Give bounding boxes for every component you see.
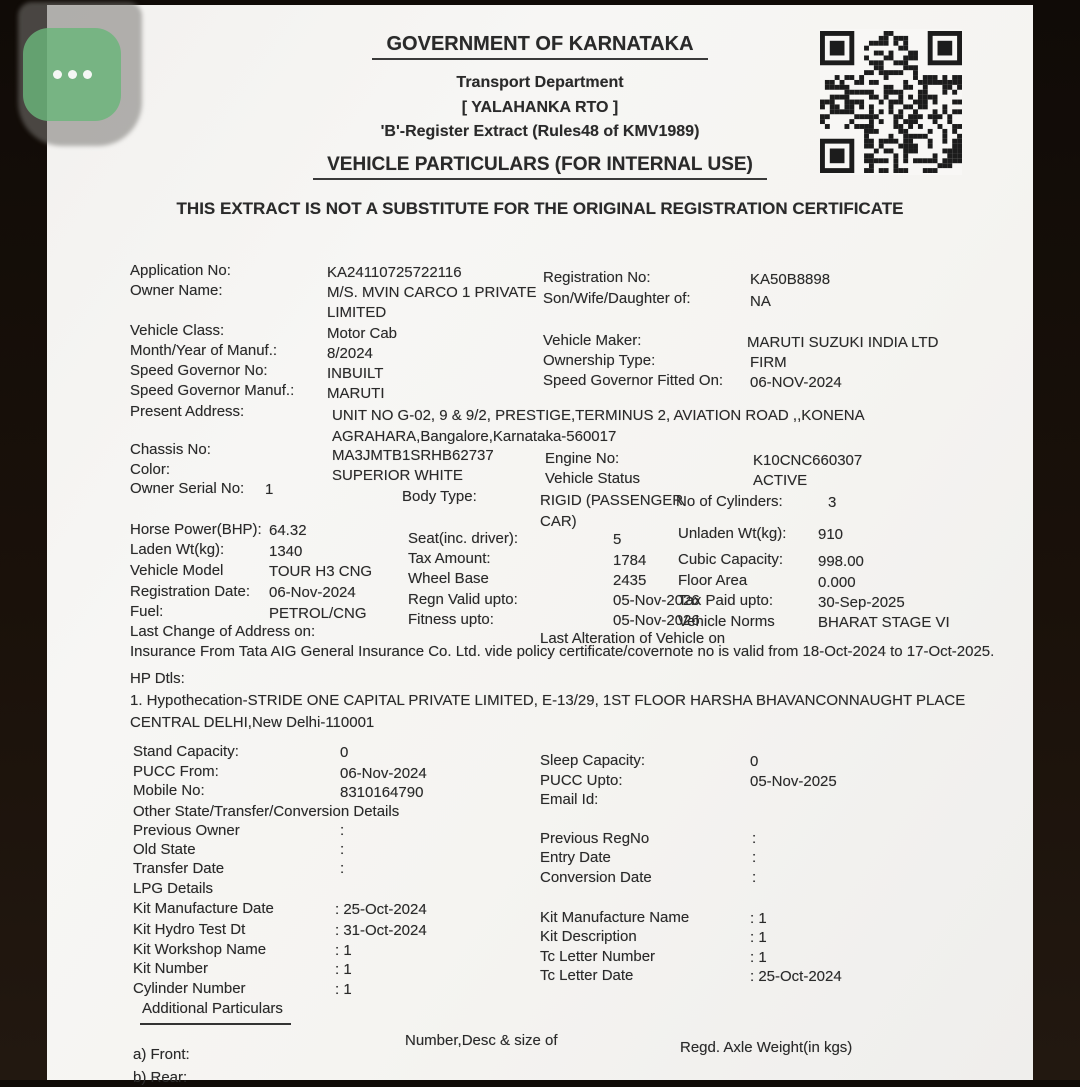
value-cylinder-number: : 1	[335, 981, 352, 998]
label-owner-serial-no: Owner Serial No:	[130, 480, 245, 497]
label-kit-workshop-name: Kit Workshop Name	[133, 941, 267, 958]
label-last-alteration: Last Alteration of Vehicle on	[540, 630, 726, 647]
hp-dtls-text: 1. Hypothecation-STRIDE ONE CAPITAL PRIVATE LIMITED, E-13/29, 1ST FLOOR HARSHA BHAVANCONNAUGHT PLACE CENTRAL DELHI,New Delhi-110001	[130, 692, 966, 731]
value-vehicle-model: TOUR H3 CNG	[269, 563, 373, 580]
label-sleep-capacity: Sleep Capacity:	[540, 752, 646, 769]
label-tc-letter-date: Tc Letter Date	[540, 967, 634, 984]
label-vehicle-maker: Vehicle Maker:	[543, 332, 642, 349]
value-kit-description: : 1	[750, 929, 767, 946]
label-son-wife-daughter: Son/Wife/Daughter of:	[543, 290, 691, 307]
label-ownership-type: Ownership Type:	[543, 352, 656, 369]
floating-menu-button[interactable]	[23, 28, 121, 121]
value-tax-amount: 1784	[613, 552, 647, 569]
label-no-of-cylinders: No of Cylinders:	[676, 493, 783, 510]
label-regn-valid-upto: Regn Valid upto:	[408, 591, 518, 608]
value-stand-capacity: 0	[340, 744, 349, 761]
label-cylinder-number: Cylinder Number	[133, 980, 246, 997]
value-mobile-no: 8310164790	[340, 784, 424, 801]
value-engine-no: K10CNC660307	[753, 452, 863, 469]
value-pucc-from: 06-Nov-2024	[340, 765, 427, 782]
label-pucc-upto: PUCC Upto:	[540, 772, 623, 789]
value-laden-wt: 1340	[269, 543, 303, 560]
label-last-change-address: Last Change of Address on:	[130, 623, 316, 640]
value-owner-name: M/S. MVIN CARCO 1 PRIVATE LIMITED	[327, 284, 537, 321]
label-horse-power: Horse Power(BHP):	[130, 521, 262, 538]
label-month-year-manuf: Month/Year of Manuf.:	[130, 342, 278, 359]
more-dots-icon	[53, 70, 92, 79]
value-ownership-type: FIRM	[750, 354, 787, 371]
additional-particulars-text: Additional Particulars	[140, 999, 291, 1025]
label-unladen-wt: Unladen Wt(kg):	[678, 525, 787, 542]
value-kit-hydro-test: : 31-Oct-2024	[335, 922, 427, 939]
value-kit-manufacture-name: : 1	[750, 910, 767, 927]
label-laden-wt: Laden Wt(kg):	[130, 541, 225, 558]
value-entry-date: :	[752, 849, 757, 866]
doc-title-text: VEHICLE PARTICULARS (FOR INTERNAL USE)	[313, 155, 767, 180]
value-seat: 5	[613, 531, 622, 548]
label-kit-manufacture-date: Kit Manufacture Date	[133, 900, 274, 917]
value-month-year-manuf: 8/2024	[327, 345, 373, 362]
label-tc-letter-number: Tc Letter Number	[540, 948, 656, 965]
value-wheel-base: 2435	[613, 572, 647, 589]
value-cubic-capacity: 998.00	[818, 553, 864, 570]
value-vehicle-status: ACTIVE	[753, 472, 808, 489]
label-fuel: Fuel:	[130, 603, 164, 620]
document-page	[47, 5, 1033, 1086]
label-floor-area: Floor Area	[678, 572, 748, 589]
insurance-note: Insurance From Tata AIG General Insurance Co. Ltd. vide policy certificate/covernote no is valid from 18-Oct-2024 to 17-Oct-2025.	[130, 643, 995, 660]
value-old-state: :	[340, 841, 345, 858]
value-color: SUPERIOR WHITE	[332, 467, 463, 484]
label-color: Color:	[130, 461, 171, 478]
qr-code	[820, 29, 962, 175]
value-kit-workshop-name: : 1	[335, 942, 352, 959]
label-previous-regno: Previous RegNo	[540, 830, 650, 847]
extract-title: 'B'-Register Extract (Rules48 of KMV1989)	[380, 123, 700, 140]
label-vehicle-model: Vehicle Model	[130, 562, 224, 579]
value-speed-governor-no: INBUILT	[327, 365, 384, 382]
value-unladen-wt: 910	[818, 526, 844, 543]
label-speed-governor-fitted: Speed Governor Fitted On:	[543, 372, 724, 389]
label-fitness-upto: Fitness upto:	[408, 611, 494, 628]
label-body-type: Body Type:	[402, 488, 477, 505]
hp-dtls-label: HP Dtls:	[130, 670, 185, 687]
value-speed-governor-manuf: MARUTI	[327, 385, 385, 402]
label-mobile-no: Mobile No:	[133, 782, 205, 799]
label-kit-number: Kit Number	[133, 960, 209, 977]
notice-text: THIS EXTRACT IS NOT A SUBSTITUTE FOR THE ORIGINAL REGISTRATION CERTIFICATE	[176, 199, 904, 218]
value-fitness-upto: 05-Nov-2026	[613, 612, 700, 629]
value-pucc-upto: 05-Nov-2025	[750, 773, 837, 790]
label-vehicle-class: Vehicle Class:	[130, 322, 225, 339]
label-rear: b) Rear:	[133, 1069, 188, 1086]
label-chassis-no: Chassis No:	[130, 441, 211, 458]
label-speed-governor-manuf: Speed Governor Manuf.:	[130, 382, 295, 399]
value-conversion-date: :	[752, 869, 757, 886]
label-stand-capacity: Stand Capacity:	[133, 743, 239, 760]
value-regn-valid-upto: 05-Nov-2026	[613, 592, 700, 609]
value-chassis-no: MA3JMTB1SRHB62737	[332, 447, 494, 464]
label-engine-no: Engine No:	[545, 450, 620, 467]
label-kit-description: Kit Description	[540, 928, 637, 945]
gov-title-text: GOVERNMENT OF KARNATAKA	[372, 35, 707, 60]
label-regd-axle-weight: Regd. Axle Weight(in kgs)	[680, 1039, 853, 1056]
label-registration-no: Registration No:	[543, 269, 651, 286]
value-no-of-cylinders: 3	[828, 494, 837, 511]
label-number-desc-size: Number,Desc & size of	[405, 1032, 558, 1049]
label-cubic-capacity: Cubic Capacity:	[678, 551, 784, 568]
label-tax-amount: Tax Amount:	[408, 550, 491, 567]
label-previous-owner: Previous Owner	[133, 822, 240, 839]
value-registration-no: KA50B8898	[750, 271, 831, 288]
value-transfer-date: :	[340, 860, 345, 877]
label-present-address: Present Address:	[130, 403, 245, 420]
value-owner-serial-no: 1	[265, 481, 274, 498]
value-floor-area: 0.000	[818, 574, 856, 591]
value-body-type: RIGID (PASSENGER CAR)	[540, 492, 684, 530]
label-seat: Seat(inc. driver):	[408, 530, 519, 547]
value-horse-power: 64.32	[269, 522, 307, 539]
label-old-state: Old State	[133, 841, 196, 858]
value-kit-number: : 1	[335, 961, 352, 978]
value-sleep-capacity: 0	[750, 753, 759, 770]
label-kit-hydro-test: Kit Hydro Test Dt	[133, 921, 246, 938]
value-speed-governor-fitted: 06-NOV-2024	[750, 374, 842, 391]
label-transfer-date: Transfer Date	[133, 860, 225, 877]
label-other-state-details: Other State/Transfer/Conversion Details	[133, 803, 400, 820]
label-tax-paid-upto: Tax Paid upto:	[678, 592, 774, 609]
value-previous-owner: :	[340, 822, 345, 839]
label-kit-manufacture-name: Kit Manufacture Name	[540, 909, 690, 926]
value-tc-letter-date: : 25-Oct-2024	[750, 968, 842, 985]
label-entry-date: Entry Date	[540, 849, 611, 866]
label-lpg-details: LPG Details	[133, 880, 214, 897]
label-conversion-date: Conversion Date	[540, 869, 652, 886]
value-tc-letter-number: : 1	[750, 949, 767, 966]
value-vehicle-norms: BHARAT STAGE VI	[818, 614, 950, 631]
value-registration-date: 06-Nov-2024	[269, 584, 356, 601]
label-vehicle-norms: Vehicle Norms	[678, 613, 775, 630]
value-tax-paid-upto: 30-Sep-2025	[818, 594, 905, 611]
dept-title: Transport Department	[456, 74, 624, 91]
label-owner-name: Owner Name:	[130, 282, 223, 299]
value-present-address: UNIT NO G-02, 9 & 9/2, PRESTIGE,TERMINUS 2, AVIATION ROAD ,,KONENA AGRAHARA,Bangalore,Karnataka-560017	[332, 407, 864, 445]
value-fuel: PETROL/CNG	[269, 605, 367, 622]
value-vehicle-class: Motor Cab	[327, 325, 398, 342]
rto-title: [ YALAHANKA RTO ]	[461, 99, 619, 116]
label-vehicle-status: Vehicle Status	[545, 470, 641, 487]
label-wheel-base: Wheel Base	[408, 570, 489, 587]
label-front: a) Front:	[133, 1046, 190, 1063]
additional-particulars-title	[140, 999, 291, 1025]
label-registration-date: Registration Date:	[130, 583, 251, 600]
value-kit-manufacture-date: : 25-Oct-2024	[335, 901, 427, 918]
label-pucc-from: PUCC From:	[133, 763, 219, 780]
label-application-no: Application No:	[130, 262, 231, 279]
value-son-wife-daughter: NA	[750, 293, 771, 310]
label-speed-governor-no: Speed Governor No:	[130, 362, 268, 379]
value-vehicle-maker: MARUTI SUZUKI INDIA LTD	[747, 334, 939, 351]
value-previous-regno: :	[752, 830, 757, 847]
value-application-no: KA24110725722116	[327, 264, 462, 281]
label-email-id: Email Id:	[540, 791, 599, 808]
